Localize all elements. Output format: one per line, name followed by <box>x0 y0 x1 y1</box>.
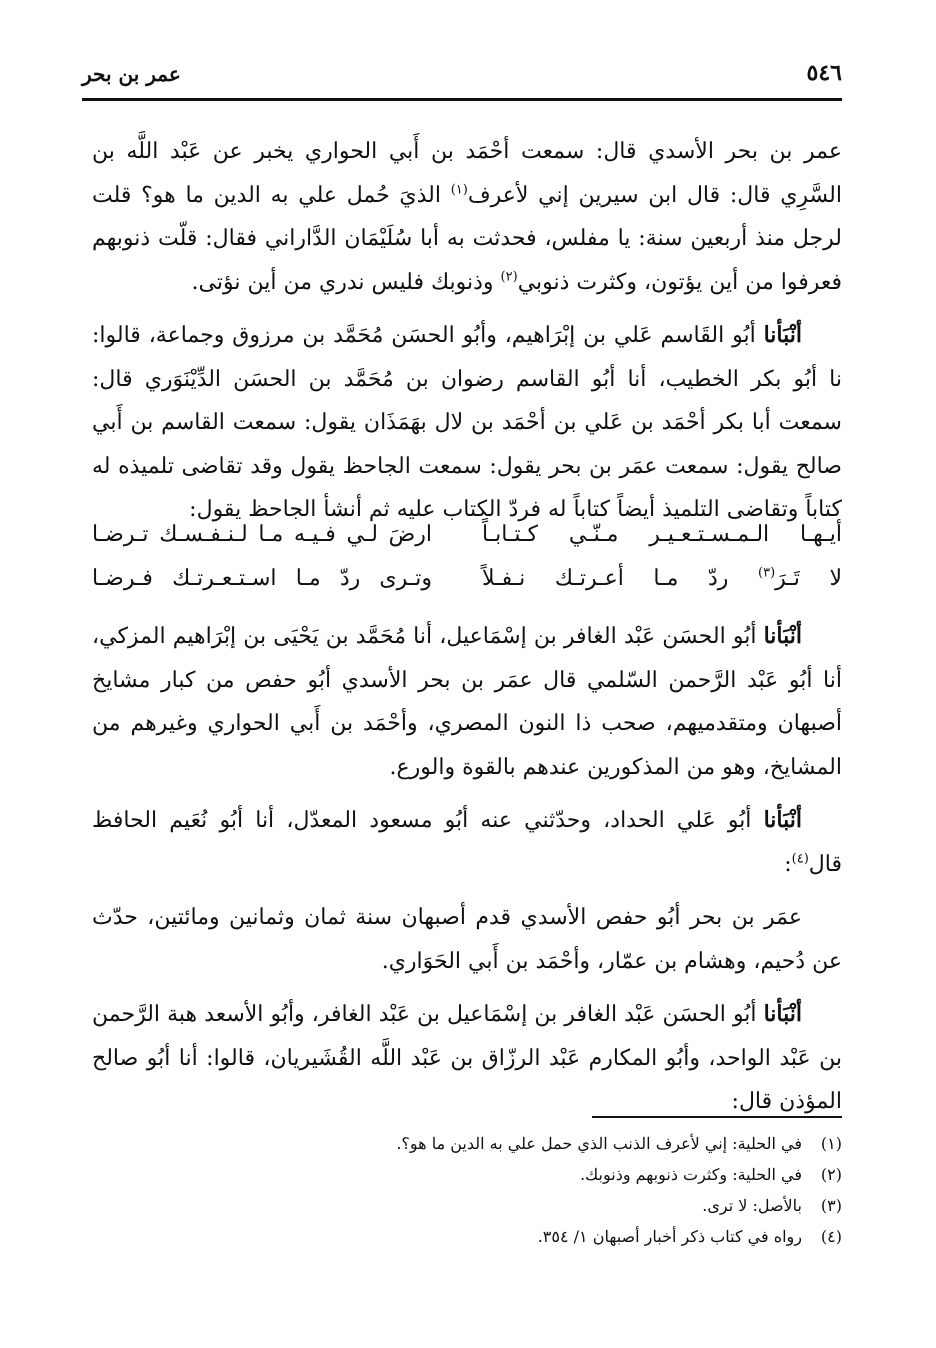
main-text-block-1 <box>92 130 842 542</box>
footnote-3 <box>142 1190 842 1221</box>
paragraph-5 <box>92 896 842 983</box>
footnote-ref-3: (٣) <box>758 565 776 581</box>
footnote-ref-1: (١) <box>450 182 468 198</box>
paragraph-text: أبُو الحسَن عَبْد الغافر بن إسْمَاعيل بن عَبْد الغافر، وأبُو الأسعد هبة الرَّحمن بن عَبْد الواحد، وأبُو المكارم عَبْد الرزّاق بن عَبْد اللَّه القُشَيريان، قالوا: أنا أبُو صالح المؤذن قال: <box>92 1002 842 1114</box>
anbaana-keyword: أنْبَأنا <box>763 623 802 649</box>
paragraph-2 <box>92 314 842 532</box>
paragraph-text: وذنوبك فليس ندري من أين نؤتى. <box>191 269 501 295</box>
footnote-1 <box>142 1128 842 1159</box>
paragraph-text: أبُو الحسَن عَبْد الغافر بن إسْمَاعيل، أنا مُحَمَّد بن يَحْيَى بن إبْرَاهيم المزكي، أنا أبُو عَبْد الرَّحمن السّلمي قال عمَر بن بحر الأسدي أبُو حفص من كبار مشايخ أصبهان ومتقدميهم، صحب ذا النون المصري، وأحْمَد بن أَبي الحواري وغيرهم من المشايخ، وهو من المذكورين عندهم بالقوة والورع. <box>92 624 842 780</box>
verse-text: لا تَـرَ <box>775 566 843 591</box>
verse-text: ردّ مـا أعـرتـك نـفـلاً <box>482 566 758 591</box>
footnotes <box>142 1128 842 1252</box>
verse-second-hemistich: ارضَ لـي فـيـه مـا لـنـفـسـك تـرضـا <box>92 522 432 547</box>
anbaana-keyword: أنْبَأنا <box>763 1001 802 1027</box>
footnote-text: رواه في كتاب ذكر أخبار أصبهان ١/ ٣٥٤. <box>537 1227 802 1246</box>
footnote-separator <box>592 1116 842 1118</box>
footnote-4 <box>142 1221 842 1252</box>
verse-second-hemistich: وتـرى ردّ مـا اسـتـعـرتـك فـرضـا <box>92 566 432 591</box>
paragraph-3 <box>92 615 842 789</box>
paragraph-text: الذيَ حُمل علي به الدين ما هو؟ قلت لرجل منذ أربعين سنة: يا مفلس، فحدثت به أبا سُلَيْمَان الدَّاراني فقال: قلّت ذنوبهم فعرفوا من أين يؤتون، وكثرت ذنوبي <box>92 182 842 295</box>
paragraph-6 <box>92 993 842 1124</box>
anbaana-keyword: أنْبَأنا <box>763 807 802 833</box>
footnote-text: في الحلية: وكثرت ذنوبهم وذنوبك. <box>579 1165 802 1184</box>
page-header <box>82 58 842 101</box>
footnote-number: (١) <box>820 1134 842 1153</box>
paragraph-text: : <box>784 851 792 877</box>
page-number: ٥٤٦ <box>806 60 842 86</box>
running-title: عمر بن بحر <box>82 62 181 86</box>
paragraph-text: أبُو عَلي الحداد، وحدّثني عنه أبُو مسعود المعدّل، أنا أبُو نُعَيم الحافظ قال <box>92 808 842 877</box>
footnote-ref-2: (٢) <box>500 269 518 285</box>
paragraph-4 <box>92 799 842 886</box>
footnote-number: (٤) <box>820 1227 842 1246</box>
anbaana-keyword: أنْبَأنا <box>763 322 802 348</box>
paragraph-text: عمر بن بحر الأسدي قال: سمعت أحْمَد بن أَبي الحواري يخبر عن عَبْد اللَّه بن السَّرِي قال: قال ابن سيرين إني لأعرف <box>92 139 842 208</box>
poem-verse-2 <box>92 566 842 610</box>
main-text-block-2 <box>92 615 842 1134</box>
footnote-number: (٢) <box>820 1165 842 1184</box>
footnote-ref-4: (٤) <box>791 851 809 867</box>
footnote-2 <box>142 1159 842 1190</box>
footnote-text: بالأصل: لا ترى. <box>702 1196 802 1215</box>
paragraph-text: أبُو القَاسم عَلي بن إبْرَاهيم، وأبُو الحسَن مُحَمَّد بن مرزوق وجماعة، قالوا: نا أبُو بكر الخطيب، أنا أبُو القاسم رضوان بن مُحَمَّد بن الحسَن الدِّيْنَوَري قال: سمعت أبا بكر أحْمَد بن عَلي بن أحْمَد بن لال بهَمَذَان يقول: سمعت القاسم بن أَبي صالح يقول: سمعت عمَر بن بحر يقول: سمعت الجاحظ يقول وقد تقاضى تلميذه له كتاباً وتقاضى التلميذ أيضاً كتاباً له فردّ الكتاب عليه ثم أنشأ الجاحظ يقول: <box>92 323 842 522</box>
verse-first-hemistich: أيـهـا الـمـسـتـعـيـر مـنّـي كـتـابـاً <box>482 522 842 547</box>
footnote-text: في الحلية: إني لأعرف الذنب الذي حمل علي به الدين ما هو؟. <box>396 1134 802 1153</box>
paragraph-text: عمَر بن بحر أبُو حفص الأسدي قدم أصبهان سنة ثمان وثمانين ومائتين، حدّث عن دُحيم، وهشام بن عمّار، وأحْمَد بن أَبي الحَوَاري. <box>92 905 842 974</box>
paragraph-1 <box>92 130 842 304</box>
verse-first-hemistich <box>482 566 842 591</box>
footnote-number: (٣) <box>820 1196 842 1215</box>
poem-verse-1 <box>92 522 842 566</box>
